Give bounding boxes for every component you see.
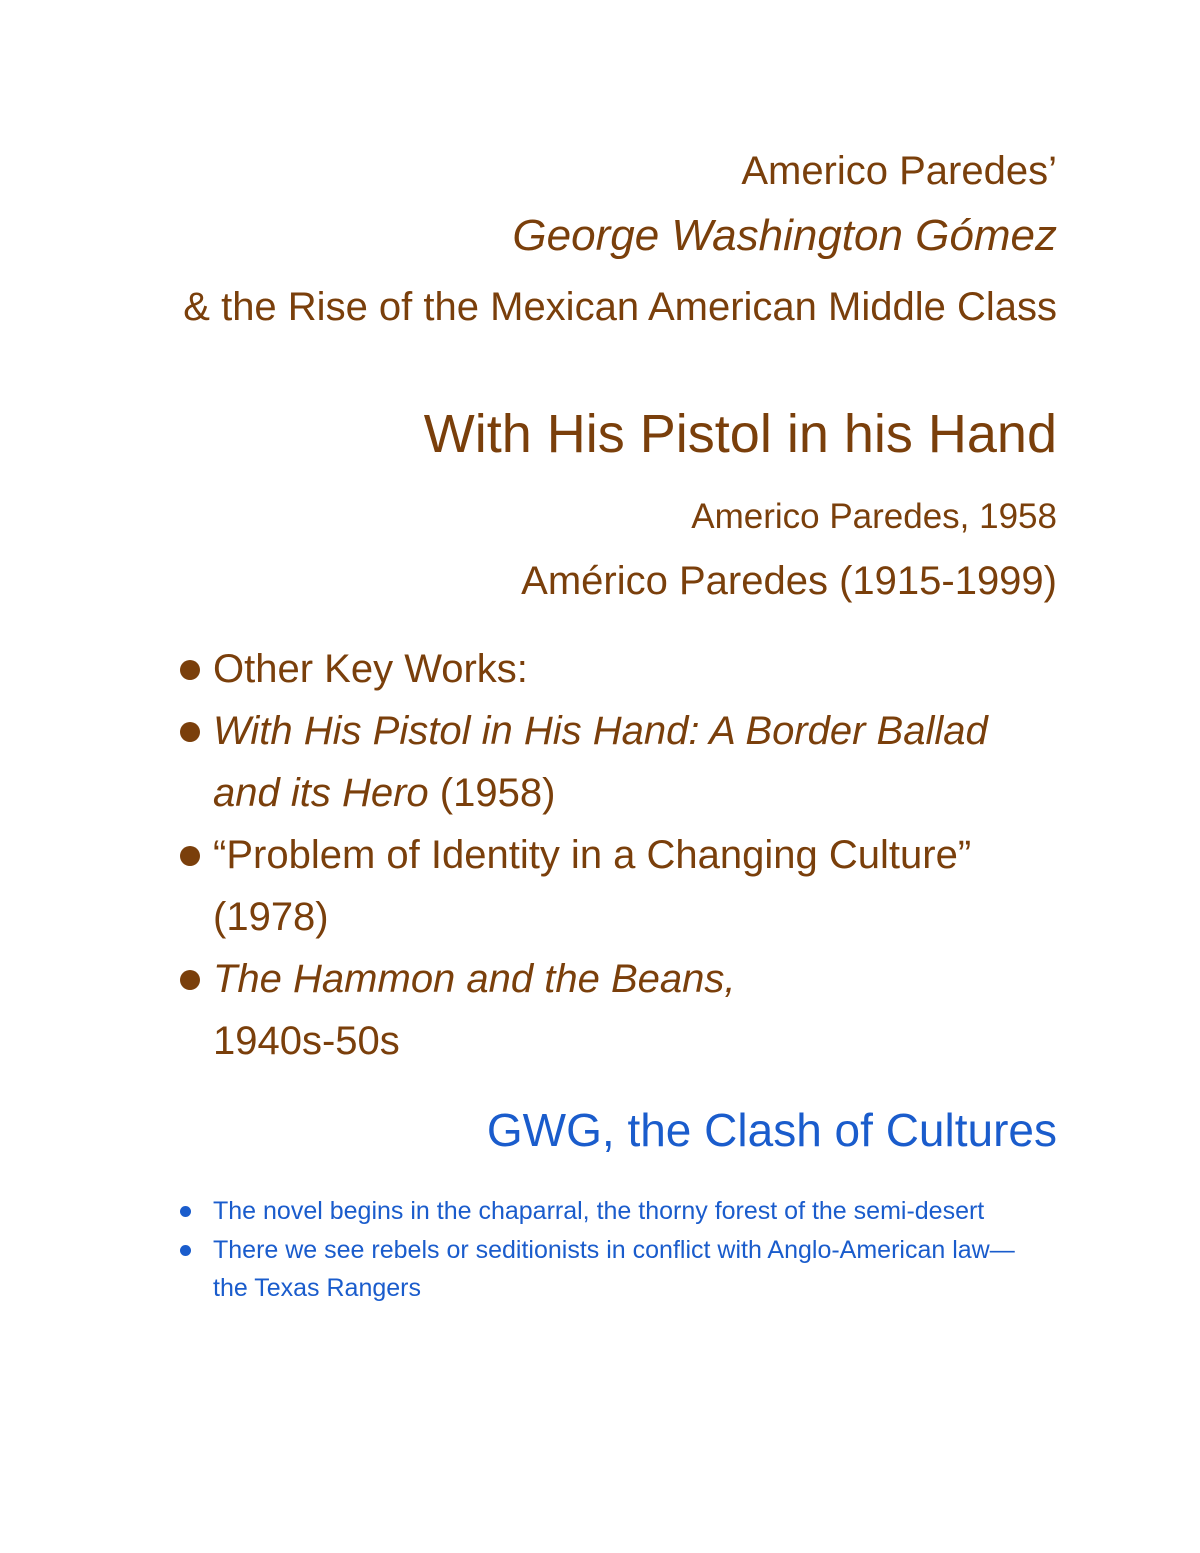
life-dates: Américo Paredes (1915-1999) xyxy=(521,559,1057,603)
section-points-list xyxy=(178,1192,1038,1308)
list-item xyxy=(178,1231,1038,1307)
list-item xyxy=(178,1192,1038,1230)
work-title-italic: The Hammon and the Beans, xyxy=(213,957,736,1001)
list-item xyxy=(178,700,1038,824)
work-title-plain: Other Key Works: xyxy=(213,647,528,691)
bullet-icon xyxy=(180,1245,191,1256)
point-text: There we see rebels or seditionists in conflict with Anglo-American law—the Texas Rangers xyxy=(213,1236,1015,1302)
list-item xyxy=(178,824,1038,948)
work-title-plain: (1958) xyxy=(428,771,556,815)
work-title-plain: “Problem of Identity in a Changing Culture” (1978) xyxy=(213,833,972,939)
bullet-icon xyxy=(180,1206,191,1217)
novel-title: George Washington Gómez xyxy=(512,211,1057,260)
section-heading: GWG, the Clash of Cultures xyxy=(486,1104,1057,1156)
bullet-icon xyxy=(180,722,200,742)
bullet-icon xyxy=(180,660,200,680)
list-item xyxy=(178,638,1038,700)
subtitle: & the Rise of the Mexican American Middle Class xyxy=(183,285,1057,329)
bullet-icon xyxy=(180,846,200,866)
bullet-icon xyxy=(180,970,200,990)
work-title-italic: With His Pistol in His Hand: A Border Ballad and its Hero xyxy=(213,709,988,815)
list-item xyxy=(178,948,1038,1072)
big-title: With His Pistol in his Hand xyxy=(423,404,1057,464)
work-title-plain: 1940s-50s xyxy=(213,1019,400,1063)
point-text: The novel begins in the chaparral, the thorny forest of the semi-desert xyxy=(213,1197,985,1225)
key-works-list xyxy=(178,638,1038,1072)
author-possessive: Americo Paredes’ xyxy=(741,149,1057,193)
byline: Americo Paredes, 1958 xyxy=(691,497,1057,536)
